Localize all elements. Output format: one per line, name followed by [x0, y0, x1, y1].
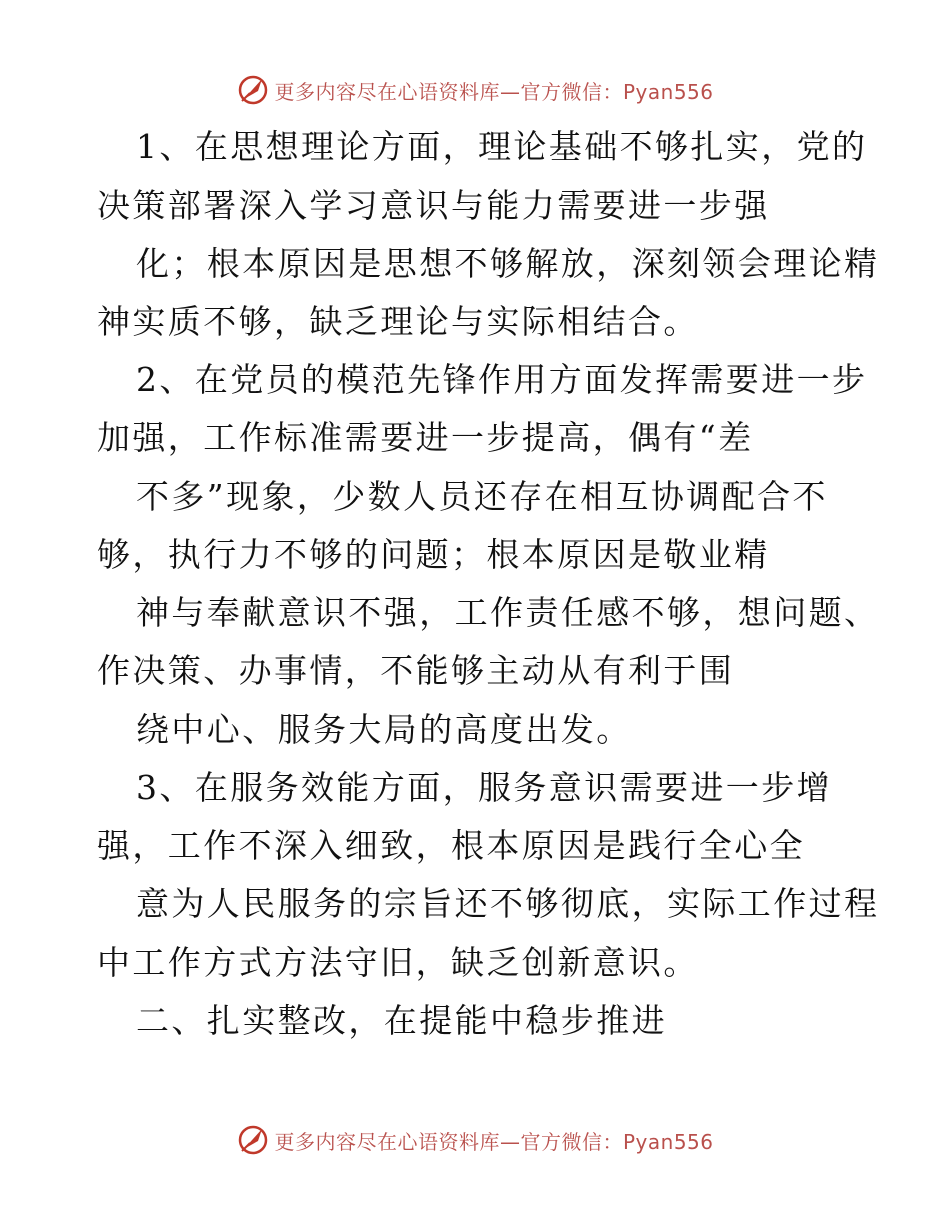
header-separator: — — [499, 79, 521, 104]
footer-separator: — — [499, 1129, 521, 1154]
text-line: 决策部署深入学习意识与能力需要进一步强 — [97, 186, 770, 225]
footer-watermark-banner — [0, 1120, 950, 1160]
text-line: 意为人民服务的宗旨还不够彻底，实际工作过程 — [136, 884, 880, 923]
text-line: 绕中心、服务大局的高度出发。 — [136, 710, 632, 749]
footer-wechat-id: Pyan556 — [622, 1129, 714, 1154]
text-line: 化；根本原因是思想不够解放，深刻领会理论精 — [136, 244, 880, 283]
text-line: 神实质不够，缺乏理论与实际相结合。 — [97, 302, 699, 341]
text-line: 够，执行力不够的问题；根本原因是敬业精 — [97, 535, 770, 574]
header-wechat-id: Pyan556 — [622, 79, 714, 104]
header-wechat-label: 官方微信： — [520, 79, 623, 104]
text-line: 神与奉献意识不强，工作责任感不够，想问题、 — [136, 593, 880, 632]
quill-logo-icon — [236, 1123, 270, 1157]
text-line: 不多”现象，少数人员还存在相互协调配合不 — [136, 477, 828, 516]
footer-banner-text — [274, 1126, 713, 1155]
text-line: 1、在思想理论方面，理论基础不够扎实，党的 — [136, 127, 868, 166]
text-line: 2、在党员的模范先锋作用方面发挥需要进一步 — [136, 360, 868, 399]
header-site-text: 更多内容尽在心语资料库 — [274, 79, 500, 104]
footer-wechat-label: 官方微信： — [520, 1129, 623, 1154]
footer-site-text: 更多内容尽在心语资料库 — [274, 1129, 500, 1154]
section-heading: 二、扎实整改，在提能中稳步推进 — [136, 1001, 667, 1040]
text-line: 强，工作不深入细致，根本原因是践行全心全 — [97, 826, 805, 865]
text-line: 作决策、办事情，不能够主动从有利于围 — [97, 651, 735, 690]
text-line: 3、在服务效能方面，服务意识需要进一步增 — [136, 768, 832, 807]
text-line: 加强，工作标准需要进一步提高，偶有“差 — [97, 418, 754, 457]
text-line: 中工作方式方法守旧，缺乏创新意识。 — [97, 943, 699, 982]
